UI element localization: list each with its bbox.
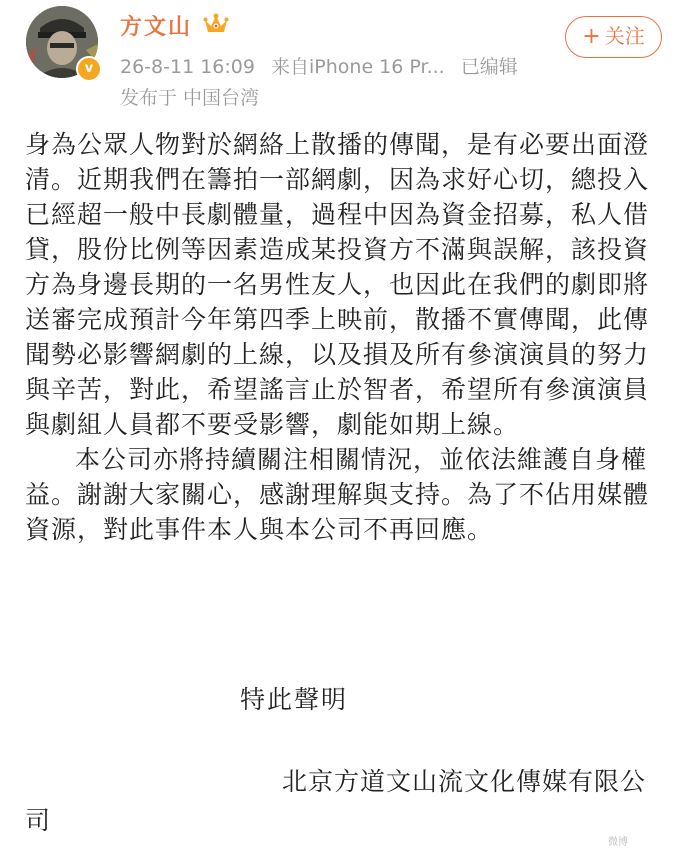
edited-label[interactable]: 已编辑 (460, 56, 518, 78)
post-source[interactable]: 来自iPhone 16 Pr... (271, 56, 445, 78)
content-paragraph-1: 身為公眾人物對於網絡上散播的傳聞，是有必要出面澄清。近期我們在籌拍一部網劇，因為求好心切，總投入已經超一般中長劇體量，過程中因為資金招募，私人借貸，股份比例等因素造成某投資方不滿與誤解，該投資方為身邊長期的一名男性友人，也因此在我們的劇即將送審完成預計今年第四季上映前，散播不實傳聞，此傳聞勢必影響網劇的上線，以及損及所有參演演員的努力與辛苦，對此，希望謠言止於智者，希望所有參演演員與劇組人員都不要受影響，劇能如期上線。 (25, 130, 650, 439)
declaration: 特此聲明 (240, 685, 349, 714)
plus-icon: + (582, 24, 601, 49)
crown-icon[interactable] (203, 12, 229, 36)
post-time: 26-8-11 16:09 (120, 56, 255, 78)
company-name-line-2: 司 (25, 806, 52, 835)
post-content (25, 127, 665, 547)
follow-label: 关注 (604, 24, 645, 48)
content-paragraph-2: 本公司亦將持續關注相關情況，並依法維護自身權益。謝謝大家關心，感謝理解與支持。為了不佔用媒體資源，對此事件本人與本公司不再回應。 (25, 445, 650, 544)
post-location: 发布于 中国台湾 (120, 87, 260, 109)
post-meta (120, 52, 528, 79)
follow-button[interactable] (565, 16, 662, 58)
post-header (0, 0, 690, 115)
watermark: 微博 (608, 837, 628, 848)
company-signature (25, 762, 665, 840)
username[interactable]: 方文山 (120, 15, 193, 40)
company-name-line-1: 北京方道文山流文化傳媒有限公 (282, 767, 647, 796)
verified-badge-icon: v (76, 56, 102, 82)
